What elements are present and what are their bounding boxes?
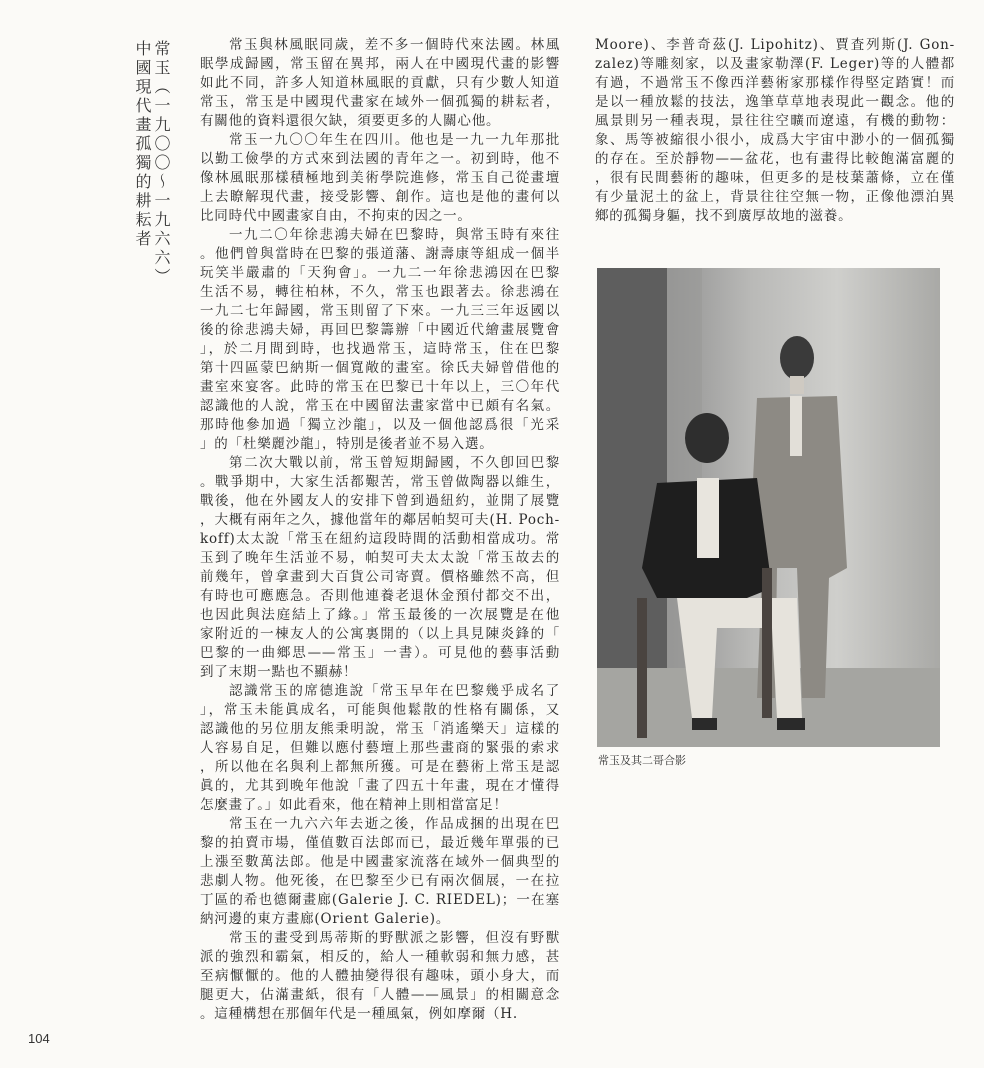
right-text-column: [595, 36, 955, 226]
text-line: 那時他參加過「獨立沙龍」，以及一個他認爲很「光采: [200, 417, 560, 433]
text-line: 至病懨懨的。他的人體抽變得很有趣味，頭小身大，而: [200, 968, 560, 984]
article-subtitle: 中國現代畫孤獨的耕耘者: [133, 40, 152, 249]
text-line: 家附近的一棟友人的公寓裏開的（以上具見陳炎鋒的「: [200, 626, 560, 642]
text-line: 第十四區蒙巴納斯一個寬敞的畫室。徐氏夫婦曾借他的: [200, 360, 560, 376]
text-line: 常玉與林風眠同歲，差不多一個時代來法國。林風: [229, 37, 560, 53]
text-line: 認識他的另位朋友熊秉明說，常玉「消遙樂天」這樣的: [200, 721, 560, 737]
text-line: 一九二七年歸國，常玉則留了下來。一九三三年返國以: [200, 303, 560, 319]
text-line: 象、馬等被縮很小很小，成爲大宇宙中渺小的一個孤獨: [595, 132, 955, 148]
text-line: 巴黎的一曲鄉思——常玉」一書）。可見他的藝事活動: [200, 645, 560, 661]
text-line: 」的「杜樂麗沙龍」，特別是後者並不易入選。: [200, 436, 494, 452]
text-line: 也因此與法庭結上了緣。」常玉最後的一次展覽是在他: [200, 607, 560, 623]
text-line: 」，常玉未能眞成名，可能與他鬆散的性格有關係，又: [200, 702, 560, 718]
page-number: 104: [28, 1031, 50, 1046]
text-line: 。他們曾與當時在巴黎的張道藩、謝壽康等組成一個半: [200, 246, 560, 262]
text-line: 玩笑半嚴肅的「天狗會」。一九二一年徐悲鴻因在巴黎: [200, 265, 560, 281]
text-line: 戰後，他在外國友人的安排下曾到過紐約，並開了展覽: [200, 493, 560, 509]
text-line: ，所以他在名與利上都無所獲。可是在藝術上常玉是認: [200, 759, 560, 775]
text-line: 認識常玉的席德進說「常玉早年在巴黎幾乎成名了: [229, 683, 560, 699]
text-line: 。戰爭期中，大家生活都艱苦，常玉曾做陶器以維生，: [200, 474, 560, 490]
text-line: zalez)等雕刻家，以及畫家勒澤(F. Leger)等的人體都: [595, 56, 955, 72]
text-line: 眠學成歸國，常玉留在異邦，兩人在中國現代畫的影響: [200, 56, 560, 72]
text-line: 像林風眠那樣積極地到美術學院進修，常玉自己從畫壇: [200, 170, 560, 186]
text-line: ，大概有兩年之久，據他當年的鄰居帕契可夫(H. Poch-: [200, 512, 560, 528]
article-title: 常玉（一九〇〇～一九六六）: [152, 40, 171, 287]
text-line: 」，於二月間到時，也找過常玉，這時常玉，住在巴黎: [200, 341, 560, 357]
text-line: 有關他的資料還很欠缺，須要更多的人關心他。: [200, 113, 501, 129]
text-line: 腿更大，佔滿畫紙，很有「人體——風景」的相關意念: [200, 987, 560, 1003]
text-line: 常玉一九〇〇年生在四川。他也是一九一九年那批: [229, 132, 560, 148]
text-line: 常玉在一九六六年去逝之後，作品成捆的出現在巴: [229, 816, 560, 832]
text-line: Moore)、李普奇茲(J. Lipohitz)、賈査列斯(J. Gon-: [595, 37, 955, 53]
text-line: 有過，不過常玉不像西洋藝術家那樣作得堅定踏實！而: [595, 75, 955, 91]
text-line: 納河邊的東方畫廊(Orient Galerie)。: [200, 911, 451, 927]
text-line: koff)太太說「常玉在紐約這段時間的活動相當成功。常: [200, 531, 560, 547]
text-line: 以勤工儉學的方式來到法國的青年之一。初到時，他不: [200, 151, 560, 167]
text-line: 認識他的人說，常玉在中國留法畫家當中已頗有名氣。: [200, 398, 560, 414]
text-line: 常玉，常玉是中國現代畫家在域外一個孤獨的耕耘者，: [200, 94, 560, 110]
text-line: 比同時代中國畫家自由，不拘束的因之一。: [200, 208, 472, 224]
text-line: 有時也可應應急。否則他連養老退休金預付都交不出，: [200, 588, 560, 604]
text-line: 上漲至數萬法郎。他是中國畫家流落在域外一個典型的: [200, 854, 560, 870]
text-line: 有少量泥土的盆上，背景往往空無一物，正像他漂泊異: [595, 189, 955, 205]
text-line: 後的徐悲鴻夫婦，再回巴黎籌辦「中國近代繪畫展覽會: [200, 322, 560, 338]
text-line: 鄉的孤獨身軀，找不到廣厚故地的滋養。: [595, 208, 853, 224]
text-line: 一九二〇年徐悲鴻夫婦在巴黎時，與常玉時有來往: [229, 227, 560, 243]
text-line: 是以一種放鬆的技法，逸筆草草地表現此一觀念。他的: [595, 94, 955, 110]
text-line: 風景則另一種表現，景往往空曠而遼遠，有機的動物：: [595, 113, 955, 129]
text-line: 玉到了晚年生活並不易，帕契可夫太太說「常玉故去的: [200, 550, 560, 566]
text-line: 黎的拍賣市場，僅值數百法郎而已，最近幾年單張的已: [200, 835, 560, 851]
text-line: 眞的，尤其到晚年他說「畫了四五十年畫，現在才懂得: [200, 778, 560, 794]
photo-figures: [597, 268, 940, 747]
text-line: 畫室來宴客。此時的常玉在巴黎已十年以上，三〇年代: [200, 379, 560, 395]
text-line: 派的強烈和霸氣，相反的，給人一種軟弱和無力感，甚: [200, 949, 560, 965]
text-line: 第二次大戰以前，常玉曾短期歸國，不久卽回巴黎: [229, 455, 560, 471]
text-line: 到了末期一點也不顯赫！: [200, 664, 358, 680]
text-line: 的存在。至於靜物——盆花，也有畫得比較飽滿富麗的: [595, 151, 955, 167]
text-line: 生活不易，轉往柏林，不久，常玉也跟著去。徐悲鴻在: [200, 284, 560, 300]
text-line: 怎麼畫了。」如此看來，他在精神上則相當富足！: [200, 797, 508, 813]
text-line: 如此不同，許多人知道林風眠的貢獻，只有少數人知道: [200, 75, 560, 91]
text-line: ，很有民間藝術的趣味，但更多的是枝葉蕭條，立在僅: [595, 170, 955, 186]
photo-caption: 常玉及其二哥合影: [598, 754, 686, 767]
text-line: 。這種構想在那個年代是一種風氣，例如摩爾（H.: [200, 1006, 518, 1022]
portrait-photo: [597, 268, 940, 747]
text-line: 人容易自足，但難以應付藝壇上那些畫商的緊張的索求: [200, 740, 560, 756]
text-line: 前幾年，曾拿畫到大百貨公司寄賣。價格雖然不高，但: [200, 569, 560, 585]
left-text-column: [200, 36, 560, 1024]
text-line: 悲劇人物。他死後，在巴黎至少已有兩次個展，一在拉: [200, 873, 560, 889]
text-line: 常玉的畫受到馬蒂斯的野獸派之影響，但沒有野獸: [229, 930, 560, 946]
text-line: 上去瞭解現代畫，接受影響、創作。這也是他的畫何以: [200, 189, 560, 205]
text-line: 丁區的希也德爾畫廊(Galerie J. C. RIEDEL)；一在塞: [200, 892, 560, 908]
